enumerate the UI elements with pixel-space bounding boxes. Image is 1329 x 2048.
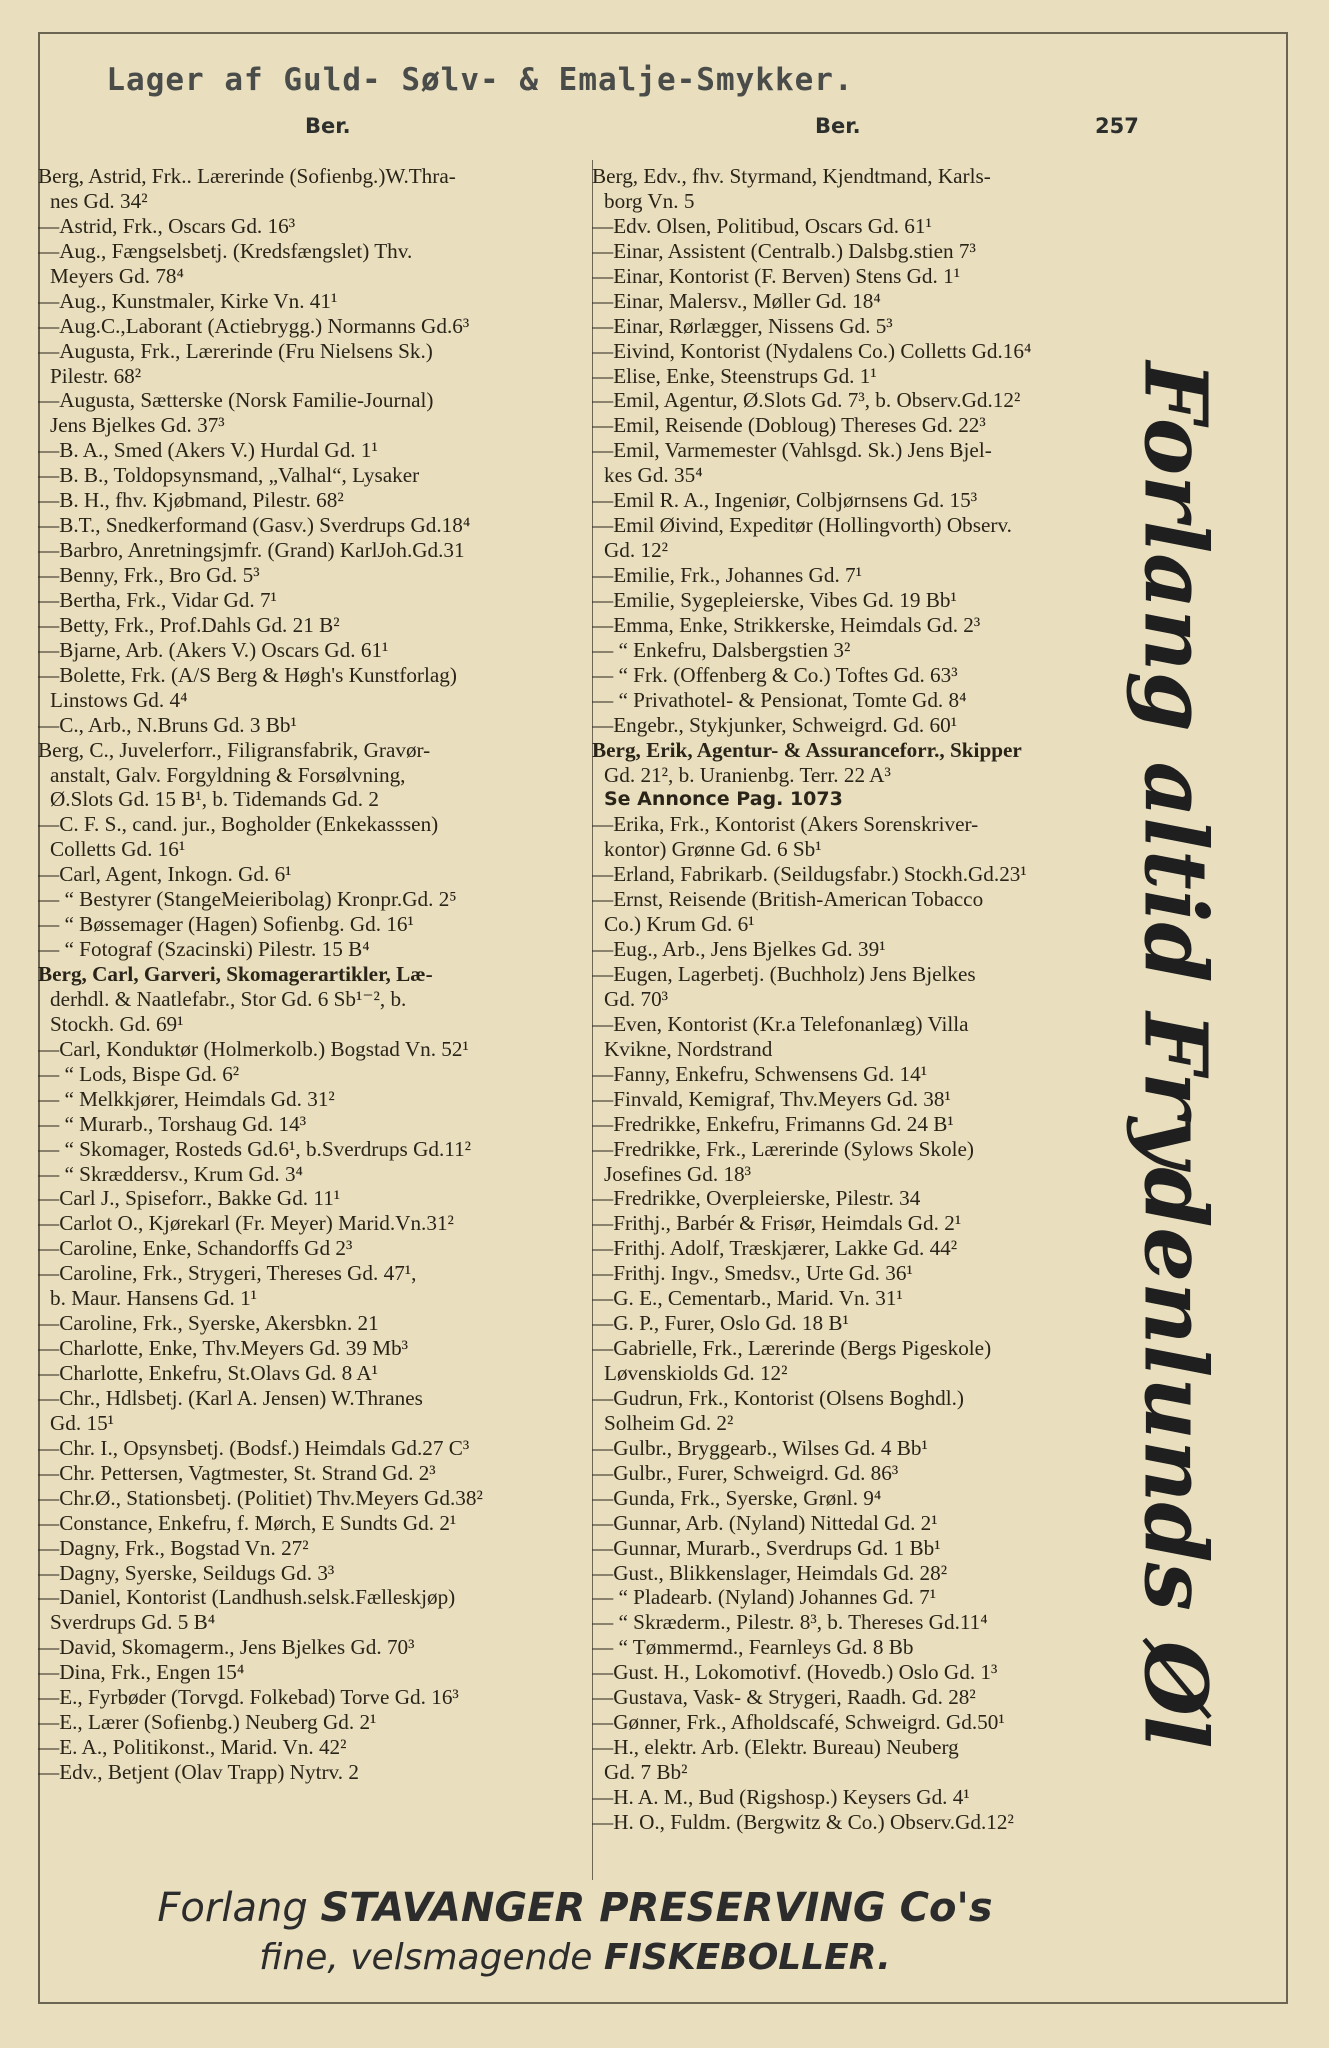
bottom-ad-line-2 (0, 1937, 1150, 1978)
directory-entry-line: Berg, Erik, Agentur- & Assuranceforr., Skipper (592, 737, 1022, 762)
directory-entry-line: — “ Skræderm., Pilestr. 8³, b. Thereses Gd.11⁴ (592, 1610, 988, 1635)
directory-entry-line: — “ Skræddersv., Krum Gd. 3⁴ (38, 1161, 303, 1186)
directory-entry-line: —Chr. Pettersen, Vagtmester, St. Strand Gd. 2³ (38, 1460, 436, 1485)
directory-entry-line: — “ Fotograf (Szacinski) Pilestr. 15 B⁴ (38, 937, 370, 962)
directory-entry-line: —Gustava, Vask- & Strygeri, Raadh. Gd. 28² (592, 1685, 976, 1710)
directory-entry-line: —Dina, Frk., Engen 15⁴ (38, 1660, 245, 1685)
directory-entry-line: borg Vn. 5 (604, 188, 695, 213)
directory-entry-line: —Emil, Varmemester (Vahlsgd. Sk.) Jens Bjel- (592, 438, 992, 463)
directory-entry-line: — “ Murarb., Torshaug Gd. 14³ (38, 1111, 307, 1136)
bottom-ad-line-1-brand: STAVANGER PRESERVING Co's (320, 1885, 993, 1931)
directory-entry-line: —C. F. S., cand. jur., Bogholder (Enkekasssen) (38, 812, 439, 837)
directory-entry-line: —Frithj., Barbér & Frisør, Heimdals Gd. 2¹ (592, 1211, 962, 1236)
directory-entry-line: —Gust., Blikkenslager, Heimdals Gd. 28² (592, 1560, 948, 1585)
directory-entry-line: —B. B., Toldopsynsmand, „Valhal“, Lysaker (38, 463, 420, 488)
directory-entry-line: Kvikne, Nordstrand (604, 1036, 773, 1061)
directory-entry-line: —Aug., Kunstmaler, Kirke Vn. 41¹ (38, 288, 338, 313)
directory-entry-line: —Engebr., Stykjunker, Schweigrd. Gd. 60¹ (592, 712, 958, 737)
directory-entry-line: —Emilie, Frk., Johannes Gd. 7¹ (592, 563, 862, 587)
directory-entry-line: —Gønner, Frk., Afholdscafé, Schweigrd. Gd.50¹ (592, 1710, 1005, 1735)
directory-entry-line: —Gunnar, Arb. (Nyland) Nittedal Gd. 2¹ (592, 1510, 938, 1535)
directory-entry-line: —Even, Kontorist (Kr.a Telefonanlæg) Villa (592, 1011, 969, 1036)
directory-entry-line: —Betty, Frk., Prof.Dahls Gd. 21 B² (38, 612, 340, 637)
directory-entry-line: —Aug.C.,Laborant (Actiebrygg.) Normanns Gd.6³ (38, 313, 470, 338)
directory-entry-line: —Caroline, Enke, Schandorffs Gd 2³ (38, 1236, 353, 1261)
directory-entry-line: —Augusta, Sætterske (Norsk Familie-Journal) (38, 388, 434, 413)
directory-entry-line: —Elise, Enke, Steenstrups Gd. 1¹ (592, 363, 877, 388)
directory-entry-line: —Fredrikke, Frk., Lærerinde (Sylows Skole) (592, 1136, 974, 1161)
directory-entry-line: —Eug., Arb., Jens Bjelkes Gd. 39¹ (592, 937, 886, 962)
right-running-head: Ber. (815, 114, 861, 138)
directory-entry-line: —Gunnar, Murarb., Sverdrups Gd. 1 Bb¹ (592, 1535, 941, 1560)
directory-entry-line: — “ Tømmermd., Fearnleys Gd. 8 Bb (592, 1635, 914, 1660)
directory-entry-line: —Chr.Ø., Stationsbetj. (Politiet) Thv.Meyers Gd.38² (38, 1485, 483, 1510)
directory-entry-line: —Erika, Frk., Kontorist (Akers Sorenskriver- (592, 812, 979, 837)
directory-entry-line: —Chr., Hdlsbetj. (Karl A. Jensen) W.Thranes (38, 1385, 423, 1410)
right-column (592, 164, 1132, 1835)
directory-entry-line: —E., Lærer (Sofienbg.) Neuberg Gd. 2¹ (38, 1710, 377, 1735)
left-running-head: Ber. (305, 114, 351, 138)
directory-entry-line: —Fanny, Enkefru, Schwensens Gd. 14¹ (592, 1061, 928, 1086)
directory-entry-line: —Carlot O., Kjørekarl (Fr. Meyer) Marid.Vn.31² (38, 1211, 454, 1236)
directory-entry-line: —Gunda, Frk., Syerske, Grønl. 9⁴ (592, 1485, 882, 1510)
directory-entry-line: —H. O., Fuldm. (Bergwitz & Co.) Observ.Gd.12² (592, 1809, 1014, 1834)
directory-entry-line: — “ Bøssemager (Hagen) Sofienbg. Gd. 16¹ (38, 912, 414, 937)
directory-entry-line: Gd. 12² (604, 538, 669, 563)
directory-entry-line: —G. E., Cementarb., Marid. Vn. 31¹ (592, 1286, 903, 1311)
directory-entry-line: —Einar, Assistent (Centralb.) Dalsbg.stien 7³ (592, 238, 976, 263)
directory-entry-line: —Bolette, Frk. (A/S Berg & Høgh's Kunstforlag) (38, 662, 457, 687)
directory-entry-line: Meyers Gd. 78⁴ (50, 263, 184, 288)
directory-entry-line: — “ Pladearb. (Nyland) Johannes Gd. 7¹ (592, 1585, 937, 1610)
bottom-ad-line-1 (0, 1885, 1150, 1931)
directory-entry-line: —H., elektr. Arb. (Elektr. Bureau) Neuberg (592, 1735, 959, 1760)
directory-entry-line: Gd. 70³ (604, 986, 669, 1011)
directory-entry-line: Berg, Edv., fhv. Styrmand, Kjendtmand, Karls- (592, 164, 991, 188)
directory-entry-line: —Benny, Frk., Bro Gd. 5³ (38, 563, 260, 587)
directory-entry-line: —Eugen, Lagerbetj. (Buchholz) Jens Bjelkes (592, 962, 976, 986)
directory-entry-line: —Emil, Reisende (Dobloug) Thereses Gd. 22³ (592, 413, 986, 438)
directory-entry-line: —Caroline, Frk., Syerske, Akersbkn. 21 (38, 1311, 379, 1336)
directory-entry-line: —Erland, Fabrikarb. (Seildugsfabr.) Stockh.Gd.23¹ (592, 862, 1027, 887)
directory-entry-line: kontor) Grønne Gd. 6 Sb¹ (604, 837, 822, 862)
directory-entry-line: —B. A., Smed (Akers V.) Hurdal Gd. 1¹ (38, 438, 378, 463)
directory-entry-line: Gd. 21², b. Uranienbg. Terr. 22 A³ (604, 762, 891, 787)
directory-entry-line: —Fredrikke, Enkefru, Frimanns Gd. 24 B¹ (592, 1111, 954, 1136)
directory-entry-line: —Frithj. Adolf, Træskjærer, Lakke Gd. 44² (592, 1236, 958, 1261)
bottom-ad-line-2-product: FISKEBOLLER. (603, 1937, 891, 1978)
directory-entry-line: Berg, C., Juvelerforr., Filigransfabrik, Gravør- (38, 737, 431, 762)
directory-entry-line: kes Gd. 35⁴ (604, 463, 703, 488)
directory-entry-line: Løvenskiolds Gd. 12² (604, 1361, 788, 1385)
directory-entry-line: —Emilie, Sygepleierske, Vibes Gd. 19 Bb¹ (592, 587, 957, 612)
directory-entry-line: Berg, Astrid, Frk.. Lærerinde (Sofienbg.)W.Thra- (38, 164, 456, 188)
directory-entry-line: —G. P., Furer, Oslo Gd. 18 B¹ (592, 1311, 849, 1336)
header-banner: Lager af Guld- Sølv- & Emalje-Smykker. (106, 62, 854, 98)
directory-entry-line: —H. A. M., Bud (Rigshosp.) Keysers Gd. 4¹ (592, 1784, 970, 1809)
directory-entry-line: —Finvald, Kemigraf, Thv.Meyers Gd. 38¹ (592, 1086, 951, 1111)
directory-entry-line: —Daniel, Kontorist (Landhush.selsk.Fælleskjøp) (38, 1585, 456, 1610)
directory-entry-line: —Chr. I., Opsynsbetj. (Bodsf.) Heimdals Gd.27 C³ (38, 1435, 470, 1460)
directory-entry-line: —Gabrielle, Frk., Lærerinde (Bergs Pigeskole) (592, 1336, 992, 1361)
side-ad-text: Forlang altid Frydenlunds Øl (1124, 361, 1226, 1749)
directory-entry-line: —Bjarne, Arb. (Akers V.) Oscars Gd. 61¹ (38, 637, 389, 662)
directory-entry-line: derhdl. & Naatlefabr., Stor Gd. 6 Sb¹⁻², b. (50, 986, 407, 1011)
directory-entry-line: —Gudrun, Frk., Kontorist (Olsens Boghdl.) (592, 1385, 964, 1410)
directory-entry-line: — “ Frk. (Offenberg & Co.) Toftes Gd. 63³ (592, 662, 958, 687)
directory-entry-line: —Barbro, Anretningsjmfr. (Grand) KarlJoh.Gd.31 (38, 538, 465, 563)
directory-entry-line: —Carl, Agent, Inkogn. Gd. 6¹ (38, 862, 292, 887)
directory-entry-line: —Dagny, Frk., Bogstad Vn. 27² (38, 1535, 309, 1560)
directory-entry-line: b. Maur. Hansens Gd. 1¹ (50, 1286, 258, 1311)
side-advertisement (1115, 361, 1235, 1749)
directory-entry-line: —Einar, Rørlægger, Nissens Gd. 5³ (592, 313, 893, 338)
directory-entry-line: — “ Melkkjører, Heimdals Gd. 31² (38, 1086, 335, 1111)
directory-entry-line: Stockh. Gd. 69¹ (50, 1011, 184, 1036)
directory-entry-line: —Bertha, Frk., Vidar Gd. 7¹ (38, 587, 277, 612)
directory-entry-line: Co.) Krum Gd. 6¹ (604, 912, 755, 937)
left-column (38, 164, 578, 1785)
directory-entry-line: — “ Privathotel- & Pensionat, Tomte Gd. 8⁴ (592, 687, 967, 712)
directory-entry-line: —Eivind, Kontorist (Nydalens Co.) Colletts Gd.16⁴ (592, 338, 1032, 363)
bottom-ad-line-2-pre: fine, velsmagende (259, 1937, 593, 1978)
directory-entry-line: —Dagny, Syerske, Seildugs Gd. 3³ (38, 1560, 335, 1585)
directory-entry-line: — “ Bestyrer (StangeMeieribolag) Kronpr.Gd. 2⁵ (38, 887, 457, 912)
directory-entry-line: —Ernst, Reisende (British-American Tobacco (592, 887, 984, 912)
directory-entry-line: —Charlotte, Enke, Thv.Meyers Gd. 39 Mb³ (38, 1336, 409, 1361)
directory-entry-line: —Emma, Enke, Strikkerske, Heimdals Gd. 2³ (592, 612, 981, 637)
directory-entry-line: —Edv., Betjent (Olav Trapp) Nytrv. 2 (38, 1760, 359, 1784)
directory-entry-line: —Emil R. A., Ingeniør, Colbjørnsens Gd. 15³ (592, 488, 978, 513)
directory-entry-line: Jens Bjelkes Gd. 37³ (50, 413, 225, 438)
directory-entry-line: Gd. 15¹ (50, 1410, 115, 1435)
directory-entry-line: —Augusta, Frk., Lærerinde (Fru Nielsens Sk.) (38, 338, 433, 363)
directory-entry-line: anstalt, Galv. Forgyldning & Forsølvning, (50, 762, 406, 787)
directory-entry-line: Ø.Slots Gd. 15 B¹, b. Tidemands Gd. 2 (50, 787, 379, 812)
directory-entry-line: —Fredrikke, Overpleierske, Pilestr. 34 (592, 1186, 921, 1211)
directory-entry-line: Pilestr. 68² (50, 363, 142, 388)
directory-entry-line: —Charlotte, Enkefru, St.Olavs Gd. 8 A¹ (38, 1361, 379, 1385)
directory-entry-line: Linstows Gd. 4⁴ (50, 687, 188, 712)
directory-entry-line: Gd. 7 Bb² (604, 1760, 688, 1784)
directory-entry-line: —Emil, Agentur, Ø.Slots Gd. 7³, b. Observ.Gd.12² (592, 388, 1021, 413)
directory-entry-line: —David, Skomagerm., Jens Bjelkes Gd. 70³ (38, 1635, 415, 1660)
directory-entry-line: —Einar, Malersv., Møller Gd. 18⁴ (592, 288, 881, 313)
directory-entry-line: —Edv. Olsen, Politibud, Oscars Gd. 61¹ (592, 213, 932, 238)
directory-entry-line: —Gulbr., Bryggearb., Wilses Gd. 4 Bb¹ (592, 1435, 928, 1460)
directory-entry-line: nes Gd. 34² (50, 188, 148, 213)
bottom-ad-line-1-pre: Forlang (157, 1885, 308, 1931)
directory-entry-line: Se Annonce Pag. 1073 (604, 788, 843, 811)
directory-entry-line: Berg, Carl, Garveri, Skomagerartikler, Læ- (38, 962, 433, 986)
directory-entry-line: —B.T., Snedkerformand (Gasv.) Sverdrups Gd.18⁴ (38, 513, 471, 538)
directory-entry-line: —Caroline, Frk., Strygeri, Thereses Gd. 47¹, (38, 1261, 417, 1286)
directory-entry-line: — “ Skomager, Rosteds Gd.6¹, b.Sverdrups Gd.11² (38, 1136, 472, 1161)
directory-entry-line: —Constance, Enkefru, f. Mørch, E Sundts Gd. 2¹ (38, 1510, 457, 1535)
directory-entry-line: —Gulbr., Furer, Schweigrd. Gd. 86³ (592, 1460, 899, 1485)
directory-entry-line: —Carl, Konduktør (Holmerkolb.) Bogstad Vn. 52¹ (38, 1036, 469, 1061)
directory-entry-line: Colletts Gd. 16¹ (50, 837, 186, 862)
directory-entry-line: Solheim Gd. 2² (604, 1410, 734, 1435)
directory-entry-line: Sverdrups Gd. 5 B⁴ (50, 1610, 216, 1635)
directory-entry-line: —Einar, Kontorist (F. Berven) Stens Gd. 1¹ (592, 263, 961, 288)
page-number: 257 (1095, 114, 1139, 138)
directory-entry-line: —B. H., fhv. Kjøbmand, Pilestr. 68² (38, 488, 344, 513)
directory-entry-line: —E., Fyrbøder (Torvgd. Folkebad) Torve Gd. 16³ (38, 1685, 459, 1710)
directory-entry-line: —Frithj. Ingv., Smedsv., Urte Gd. 36¹ (592, 1261, 913, 1286)
directory-entry-line: —C., Arb., N.Bruns Gd. 3 Bb¹ (38, 712, 297, 737)
directory-entry-line: —Aug., Fængselsbetj. (Kredsfængslet) Thv. (38, 238, 413, 263)
directory-entry-line: —Gust. H., Lokomotivf. (Hovedb.) Oslo Gd. 1³ (592, 1660, 998, 1685)
directory-entry-line: —Astrid, Frk., Oscars Gd. 16³ (38, 213, 296, 238)
directory-entry-line: — “ Enkefru, Dalsbergstien 3² (592, 637, 851, 662)
directory-entry-line: —Carl J., Spiseforr., Bakke Gd. 11¹ (38, 1186, 341, 1211)
directory-entry-line: Josefines Gd. 18³ (604, 1161, 751, 1186)
directory-entry-line: — “ Lods, Bispe Gd. 6² (38, 1061, 240, 1086)
directory-entry-line: —Emil Øivind, Expeditør (Hollingvorth) Observ. (592, 513, 1012, 538)
directory-entry-line: —E. A., Politikonst., Marid. Vn. 42² (38, 1735, 347, 1760)
